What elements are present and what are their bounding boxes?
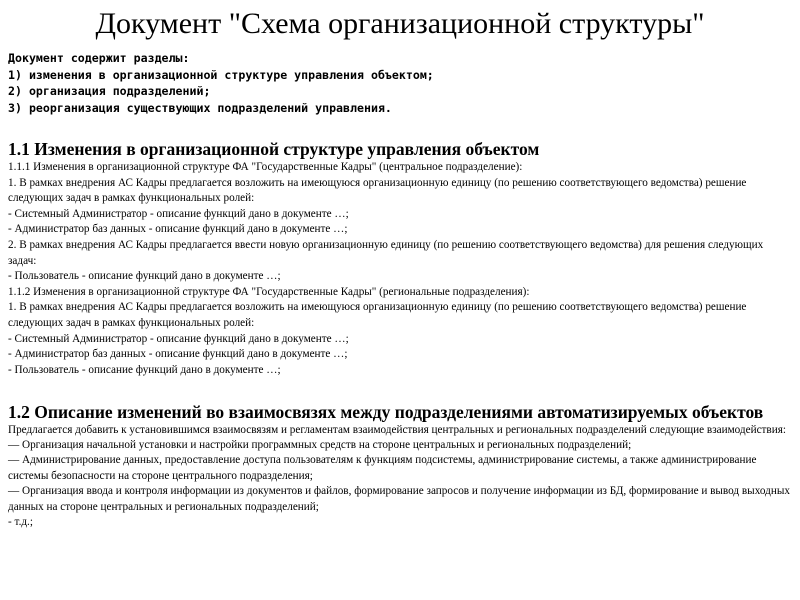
section-line: - Администратор баз данных - описание функций дано в документе …; [8,348,348,361]
section-line: - Системный Администратор - описание функций дано в документе …; [8,332,349,345]
section-line: — Организация начальной установки и настройки программных средств на стороне центральных и региональных подразделений; [8,438,632,451]
section-line: 1. В рамках внедрения АС Кадры предлагается возложить на имеющуюся организационную единицу (по решению соответствующего ведомства) решение следующих задач в рамках функциональных ролей: [8,176,747,205]
intro-line: Документ содержит разделы: [8,51,190,65]
section-line: - Администратор баз данных - описание функций дано в документе …; [8,223,348,236]
section-line: Предлагается добавить к установившимся взаимосвязям и регламентам взаимодействия центральных и региональных подразделений следующие взаимодействия: [8,423,786,436]
document-title: Документ "Схема организационной структуры" [95,7,705,40]
section-line: 1.1.1 Изменения в организационной структуре ФА "Государственные Кадры" (центральное подразделение): [8,161,523,173]
section-line: — Организация ввода и контроля информации из документов и файлов, формирование запросов и получение информации из БД, формирование и вывод выходных данных на стороне центральных и региональных подразделений; [8,485,790,513]
section-1-1 [8,138,792,378]
intro-line: 2) организация подразделений; [8,84,211,98]
section-line: — Администрирование данных, предоставление доступа пользователям к функциям подсистемы, администрирование системы, а также администрирование системы безопасности на стороне центрального подразделения; [8,454,757,482]
section-line: 1.1.2 Изменения в организационной структуре ФА "Государственные Кадры" (региональные подразделения): [8,285,530,298]
section-line: - Системный Администратор - описание функций дано в документе …; [8,207,349,220]
section-line: - т.д.; [8,515,33,528]
intro-block [8,50,798,116]
section-line: 2. В рамках внедрения АС Кадры предлагается ввести новую организационную единицу (по решению соответствующего ведомства) для решения следующих задач: [8,238,764,267]
intro-line: 3) реорганизация существующих подразделений управления. [8,100,392,115]
intro-line: 1) изменения в организационной структуре управления объектом; [8,67,434,82]
section-heading: 1.1 Изменения в организационной структуре управления объектом [8,139,540,159]
section-line: - Пользователь - описание функций дано в документе …; [8,363,281,376]
section-heading: 1.2 Описание изменений во взаимосвязях между подразделениями автоматизируемых объектов [8,402,764,422]
section-1-2 [8,402,792,530]
section-line: - Пользователь - описание функций дано в документе …; [8,270,281,283]
section-line: 1. В рамках внедрения АС Кадры предлагается возложить на имеющуюся организационную единицу (по решению соответствующего ведомства) решение следующих задач в рамках функциональных ролей: [8,301,747,329]
